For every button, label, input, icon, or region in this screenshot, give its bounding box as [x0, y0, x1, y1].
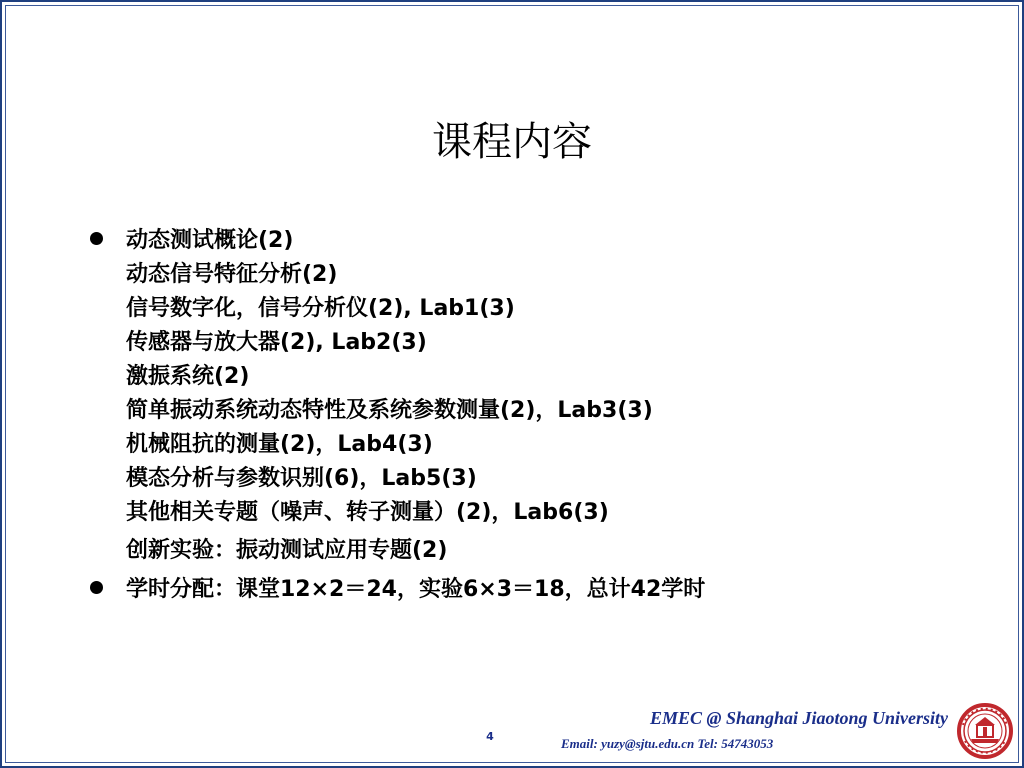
hours-line: 学时分配：课堂12×2＝24，实验6×3＝18，总计42学时	[126, 577, 706, 602]
bullet-dot-icon	[90, 581, 103, 594]
topic-line: 动态信号特征分析(2)	[126, 262, 338, 287]
topic-line: 创新实验：振动测试应用专题(2)	[126, 538, 448, 563]
topic-line: 传感器与放大器(2), Lab2(3)	[126, 330, 427, 355]
topic-line: 动态测试概论(2)	[126, 228, 294, 253]
page-number: 4	[486, 730, 494, 743]
topic-line: 机械阻抗的测量(2)，Lab4(3)	[126, 432, 433, 457]
footer-organization: EMEC @ Shanghai Jiaotong University	[649, 708, 948, 728]
footer-contact: Email: yuzy@sjtu.edu.cn Tel: 54743053	[561, 736, 774, 751]
topic-line: 简单振动系统动态特性及系统参数测量(2)，Lab3(3)	[126, 398, 653, 423]
slide-title: 课程内容	[432, 119, 592, 165]
bullet-hours-allocation	[88, 573, 988, 607]
slide-content	[88, 224, 988, 607]
topic-line: 其他相关专题（噪声、转子测量）(2)，Lab6(3)	[126, 500, 609, 525]
sjtu-emblem-icon	[957, 703, 1013, 759]
bullet-dot-icon	[90, 232, 103, 245]
topic-line: 模态分析与参数识别(6)，Lab5(3)	[126, 466, 477, 491]
topic-line: 激振系统(2)	[126, 364, 250, 389]
topic-line: 信号数字化，信号分析仪(2), Lab1(3)	[126, 296, 515, 321]
bullet-course-topics	[88, 224, 988, 568]
